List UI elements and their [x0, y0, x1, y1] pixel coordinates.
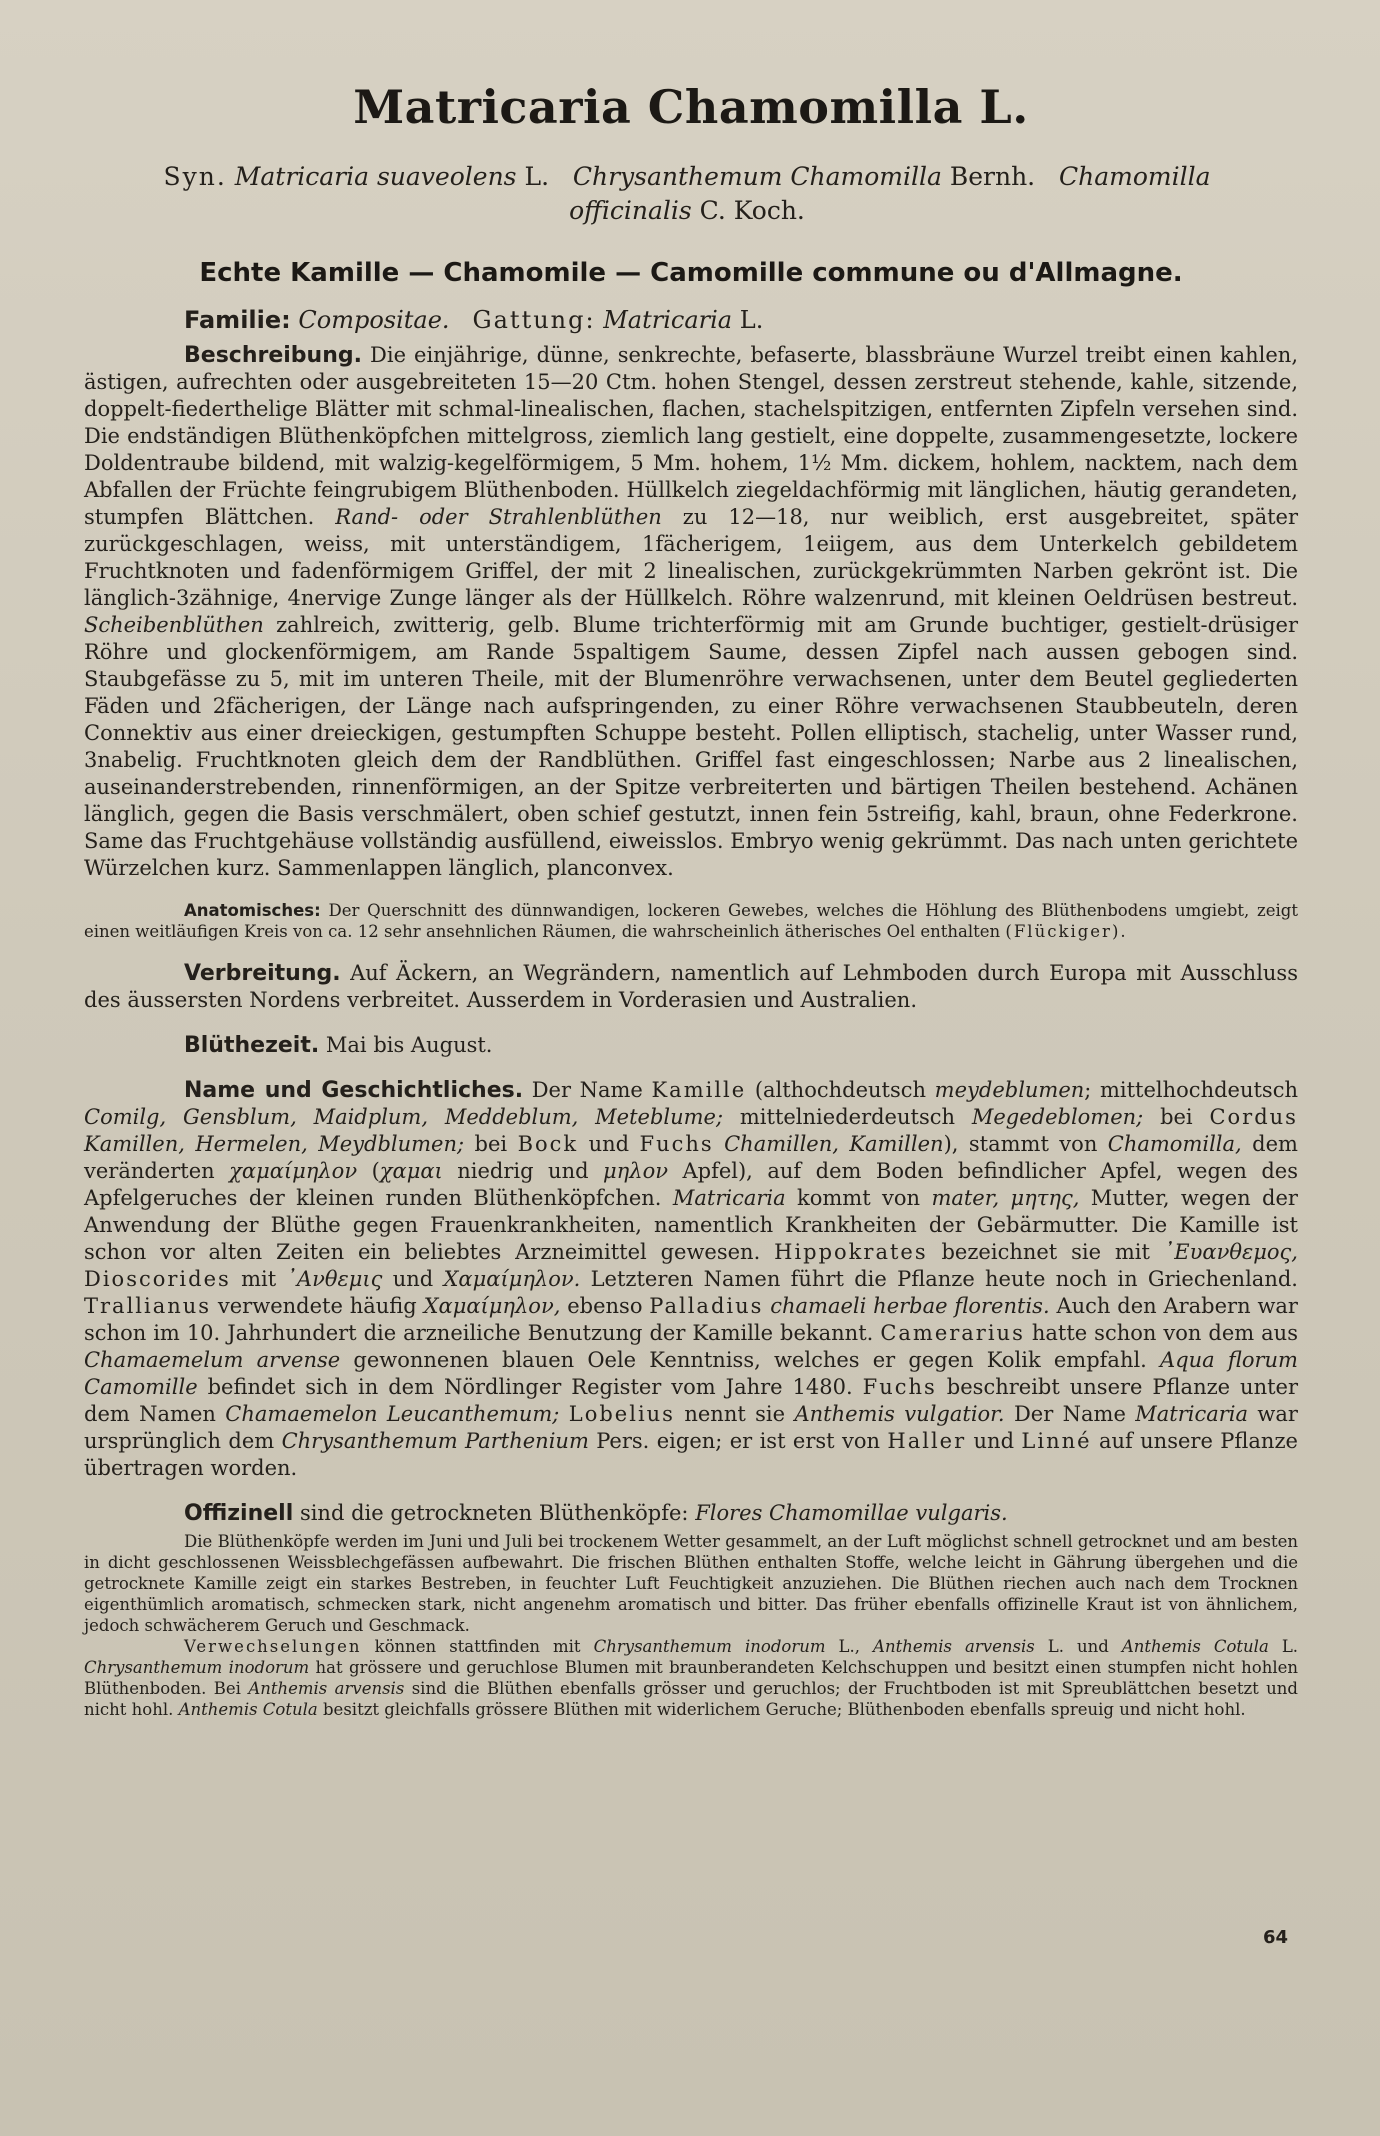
history-text: auf unsere Pflanze übertragen worden.: [84, 1429, 1298, 1480]
history-text: verwendete häufig: [217, 1294, 417, 1318]
history-term: Chamomilla,: [1107, 1132, 1242, 1156]
history-term: Comilg, Gensblum, Maidplum, Meddeblum, Meteblume;: [84, 1105, 724, 1129]
history-term: mater,: [931, 1186, 1000, 1210]
genus-author: L.: [739, 306, 764, 334]
description-rand-term: Rand- oder Strahlenblüthen: [335, 505, 662, 529]
history-greek: μηλον: [603, 1159, 668, 1183]
synonym-3: Chamomilla officinalis: [569, 162, 1211, 225]
synonyms: [136, 160, 1238, 228]
history-author: Cordus: [1209, 1105, 1298, 1129]
history-author: Dioscorides: [84, 1267, 231, 1291]
flowering-text: Mai bis August.: [325, 1033, 493, 1057]
history-text: (: [371, 1159, 380, 1183]
history-author: Bock: [517, 1132, 579, 1156]
history-term: Matricaria: [1135, 1402, 1249, 1426]
history-text: ebenso: [567, 1294, 643, 1318]
description-text-1: Die einjährige, dünne, senkrechte, befaserte, blassbräune Wurzel treibt einen kahlen, ästigen, aufrechten oder ausgebreiteten 15—20 Ctm. hohen Stengel, dessen zerstreut stehende, kahle, sitzende, doppelt-fiederthelige Blätter mit schmal-linealischen, flachen, stachelspitzigen, entfernten Zipfeln versehen sind. Die endständigen Blüthenköpfchen mittelgross, ziemlich lang gestielt, eine doppelte, zusammengesetzte, lockere Doldentraube bildend, mit walzig-kegelförmigem, 5 Mm. hohem, 1½ Mm. dickem, hohlem, nacktem, nach dem Abfallen der Früchte feingrubigem Blüthenboden. Hüllkelch ziegeldachförmig mit länglichen, häutig gerandeten, stumpfen Blättchen.: [84, 343, 1298, 529]
history-text: gewonnenen blauen Oele Kenntniss, welches er gegen Kolik empfahl.: [353, 1348, 1147, 1372]
confusion-text: können stattfinden mit: [374, 1637, 581, 1656]
confusion-text: sind die Blüthen ebenfalls grösser und geruchlos; der Fruchtboden ist mit Spreublättchen besetzt und nicht hohl.: [84, 1679, 1298, 1719]
history-text: Apfel), auf dem Boden befindlicher Apfel, wegen des Apfelgeruches der kleinen runden Blüthenköpfchen.: [84, 1159, 1298, 1210]
history-greek: μητης,: [1010, 1186, 1080, 1210]
history-author: Camerarius: [880, 1321, 1025, 1345]
synonym-1: Matricaria suaveolens: [234, 162, 517, 191]
confusion-text: L. und: [1047, 1637, 1109, 1656]
history-greek: Χαμαίμηλον.: [443, 1267, 581, 1291]
confusion-term: Anthemis Cotula: [1121, 1637, 1269, 1656]
genus-value: Matricaria: [603, 306, 733, 334]
history-term: Matricaria: [672, 1186, 786, 1210]
history-text: befindet sich in dem Nördlinger Register vom Jahre 1480.: [207, 1375, 853, 1399]
confusion-term: Anthemis Cotula: [178, 1700, 318, 1719]
page-title: Matricaria Chamomilla L.: [353, 80, 1029, 134]
history-author: Hippokrates: [774, 1240, 928, 1264]
officinal-section: [84, 1500, 1298, 1527]
distribution-text: Auf Äckern, an Wegrändern, namentlich auf Lehmboden durch Europa mit Ausschluss des äussersten Nordens verbreitet. Ausserdem in Vorderasien und Australien.: [84, 961, 1298, 1012]
confusion-text: hat grössere und geruchlose Blumen mit braunberandeten Kelchschuppen und besitzt einen stumpfen nicht hohlen Blüthenboden. Bei: [84, 1658, 1298, 1698]
anatomy-citation: (Flückiger).: [1005, 922, 1128, 941]
description-text-3: zahlreich, zwitterig, gelb. Blume trichterförmig mit am Grunde buchtiger, gestielt-drüsiger Röhre und glockenförmigem, am Rande 5spaltigem Saume, dessen Zipfel nach aussen gebogen sind. Staubgefässe zu 5, mit im unteren Theile, mit der Blumenröhre verwachsenen, unter dem Beutel gegliederten Fäden und 2fächerigen, der Länge nach aufspringenden, zu einer Röhre verwachsenen Staubbeuteln, deren Connektiv aus einer dreieckigen, gestumpften Schuppe besteht. Pollen elliptisch, stachelig, unter Wasser rund, 3nabelig. Fruchtknoten gleich dem der Randblüthen. Griffel fast eingeschlossen; Narbe aus 2 linealischen, auseinanderstrebenden, rinnenförmigen, an der Spitze verbreiterten und bärtigen Theilen bestehend. Achänen länglich, gegen die Basis verschmälert, oben schief gestutzt, innen fein 5streifig, kahl, braun, ohne Federkrone. Same das Fruchtgehäuse vollständig ausfüllend, eiweisslos. Embryo wenig gekrümmt. Das nach unten gerichtete Würzelchen kurz. Sammenlappen länglich, planconvex.: [84, 613, 1298, 880]
history-term: Chrysanthemum Parthenium: [281, 1429, 589, 1453]
history-greek: Χαμαίμηλον,: [423, 1294, 561, 1318]
distribution-section: [84, 960, 1298, 1014]
history-author: Haller: [887, 1429, 967, 1453]
anatomy-text: Der Querschnitt des dünnwandigen, lockeren Gewebes, welches die Höhlung des Blüthenbodens umgiebt, zeigt einen weitläufigen Kreis von ca. 12 sehr ansehnlichen Räumen, die wahrscheinlich ätherisches Oel enthalten: [84, 901, 1298, 941]
history-text: und: [392, 1267, 434, 1291]
history-name: Kamille: [651, 1078, 747, 1102]
common-names: Echte Kamille — Chamomile — Camomille commune ou d'Allmagne.: [199, 258, 1183, 288]
history-term: Anthemis vulgatior.: [794, 1402, 1005, 1426]
history-author: Lobelius: [568, 1402, 675, 1426]
history-author: Trallianus: [84, 1294, 212, 1318]
history-text: Der Name: [1013, 1402, 1126, 1426]
history-greek: χαμαίμηλον: [229, 1159, 358, 1183]
officinal-note-2: [84, 1636, 1298, 1720]
description-scheiben-term: Scheibenblüthen: [84, 613, 264, 637]
history-text: mit: [241, 1267, 277, 1291]
confusion-text: L.: [1281, 1637, 1299, 1656]
history-text: (althochdeutsch: [754, 1078, 927, 1102]
history-text: niedrig und: [457, 1159, 589, 1183]
history-text: bei: [1160, 1105, 1193, 1129]
history-greek: ᾽Ανθεμις: [286, 1267, 383, 1291]
history-text: Auch den Arabern war schon im 10. Jahrhundert die arzneiliche Benutzung der Kamille bekannt.: [84, 1294, 1298, 1345]
history-text: beschreibt unsere Pflanze unter dem Namen: [84, 1375, 1299, 1426]
family-value: Compositae.: [298, 306, 450, 334]
confusion-heading: Verwechselungen: [184, 1637, 362, 1656]
history-text: und: [973, 1429, 1015, 1453]
synonym-2-author: Bernh.: [949, 162, 1036, 191]
synonym-2: Chrysanthemum Chamomilla: [572, 162, 942, 191]
confusion-text: besitzt gleichfalls grössere Blüthen mit widerlichem Geruche; Blüthenboden ebenfalls spreuig und nicht hohl.: [323, 1700, 1246, 1719]
history-term: Chamillen, Kamillen: [724, 1132, 944, 1156]
history-term: Kamillen, Hermelen, Meydblumen;: [84, 1132, 465, 1156]
flowering-section: [84, 1032, 1298, 1059]
anatomy-heading: Anatomisches:: [184, 901, 321, 920]
history-text: ), stammt von: [943, 1132, 1098, 1156]
anatomy-section: [84, 900, 1298, 942]
confusion-text: L.,: [838, 1637, 860, 1656]
synonym-1-author: L.: [524, 162, 550, 191]
family-line: [184, 306, 1298, 334]
history-term: Chamaemelon Leucanthemum;: [225, 1402, 560, 1426]
flowering-heading: Blüthezeit.: [184, 1033, 320, 1058]
description-heading: Beschreibung.: [184, 343, 362, 368]
history-author: Fuchs: [639, 1132, 714, 1156]
history-text: Der Name: [531, 1078, 643, 1102]
history-greek: ᾽Ευανθεμος,: [1163, 1240, 1298, 1264]
confusion-term: Chrysanthemum inodorum: [593, 1637, 826, 1656]
description-section: [84, 342, 1298, 882]
history-heading: Name und Geschichtliches.: [184, 1078, 524, 1103]
history-term: Chamaemelum arvense: [84, 1348, 341, 1372]
synonym-prefix: Syn.: [163, 162, 227, 191]
officinal-heading: Offizinell: [184, 1501, 294, 1526]
history-text: war ursprünglich dem: [84, 1402, 1298, 1453]
history-term: Aqua florum Camomille: [84, 1348, 1298, 1399]
history-text: dem veränderten: [84, 1132, 1298, 1183]
history-author: Fuchs: [862, 1375, 937, 1399]
history-author: Palladius: [649, 1294, 764, 1318]
history-text: Pers. eigen; er ist erst von: [596, 1429, 881, 1453]
officinal-drug: Flores Chamomillae vulgaris.: [695, 1501, 1008, 1525]
history-text: kommt von: [797, 1186, 921, 1210]
history-text: Letzteren Namen führt die Pflanze heute noch in Griechenland.: [590, 1267, 1298, 1291]
history-text: und: [588, 1132, 630, 1156]
genus-label: Gattung:: [472, 306, 596, 334]
history-text: bezeichnet sie mit: [941, 1240, 1150, 1264]
history-section: [84, 1077, 1298, 1482]
description-text-2: zu 12—18, nur weiblich, erst ausgebreitet, später zurückgeschlagen, weiss, mit unterständigem, 1fächerigem, 1eiigem, aus dem Unterkelch gebildetem Fruchtknoten und fadenförmigem Griffel, der mit 2 linealischen, zurückgekrümmten Narben gekrönt ist. Die länglich-3zähnige, 4nervige Zunge länger als der Hüllkelch. Röhre walzenrund, mit kleinen Oeldrüsen bestreut.: [84, 505, 1298, 610]
history-text: hatte schon von dem aus: [1031, 1321, 1298, 1345]
history-greek: χαμαι: [379, 1159, 443, 1183]
officinal-text: sind die getrockneten Blüthenköpfe:: [299, 1501, 689, 1525]
confusion-term: Chrysanthemum inodorum: [84, 1658, 310, 1677]
synonym-3-author: C. Koch.: [699, 196, 805, 225]
confusion-term: Anthemis arvensis: [248, 1679, 405, 1698]
history-author: Linné: [1021, 1429, 1092, 1453]
history-text: bei: [474, 1132, 508, 1156]
history-text: nennt sie: [684, 1402, 786, 1426]
history-text: Mutter, wegen der Anwendung der Blüthe gegen Frauenkrankheiten, namentlich Krankheiten der Gebärmutter. Die Kamille ist schon vor alten Zeiten ein beliebtes Arzneimittel gewesen.: [84, 1186, 1298, 1264]
confusion-term: Anthemis arvensis: [873, 1637, 1035, 1656]
history-term: meydeblumen: [934, 1078, 1085, 1102]
history-text: mittelniederdeutsch: [739, 1105, 956, 1129]
history-term: Megedeblomen;: [971, 1105, 1144, 1129]
officinal-note-1: [84, 1531, 1298, 1636]
page-number: 64: [1262, 1927, 1288, 1948]
history-text: ; mittelhochdeutsch: [1084, 1078, 1298, 1102]
history-term: chamaeli herbae florentis.: [770, 1294, 1050, 1318]
distribution-heading: Verbreitung.: [184, 961, 341, 986]
officinal-note-text: Die Blüthenköpfe werden im Juni und Juli bei trockenem Wetter gesammelt, an der Luft möglichst schnell getrocknet und am besten in dicht geschlossenen Weissblechgefässen aufbewahrt. Die frischen Blüthen enthalten Stoffe, welche leicht in Gährung übergehen und die getrocknete Kamille zeigt ein starkes Bestreben, in feuchter Luft Feuchtigkeit anzuziehen. Die Blüthen riechen auch nach dem Trocknen eigenthümlich aromatisch, schmecken stark, nicht angenehm aromatisch und bitter. Das früher ebenfalls offizinelle Kraut ist von ähnlichem, jedoch schwächerem Geruch und Geschmack.: [84, 1532, 1298, 1635]
family-label: Familie:: [184, 306, 291, 334]
